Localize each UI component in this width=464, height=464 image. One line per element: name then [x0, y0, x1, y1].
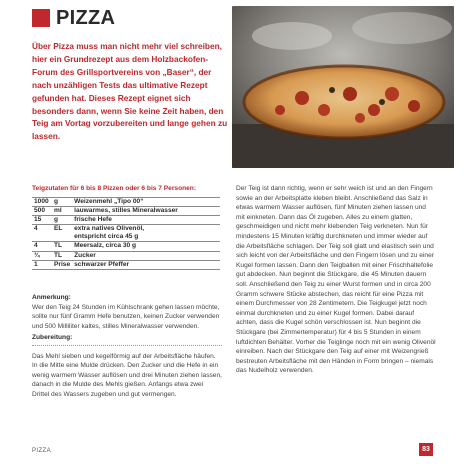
title-marker — [32, 9, 50, 27]
ingredient-amount: 4 — [32, 225, 52, 242]
title-row — [32, 8, 115, 28]
ingredient-description-line: extra natives Olivenöl, — [74, 225, 145, 233]
ingredient-description — [72, 225, 220, 242]
ingredient-amount: 1000 — [32, 198, 52, 207]
ingredient-row — [32, 225, 220, 242]
ingredient-description: Weizenmehl „Tipo 00“ — [72, 198, 220, 207]
ingredient-amount: 15 — [32, 216, 52, 225]
ingredient-description: Meersalz, circa 30 g — [72, 242, 220, 251]
pizza-photo-image — [232, 6, 454, 168]
ingredient-row — [32, 242, 220, 251]
ingredient-description: frische Hefe — [72, 216, 220, 225]
ingredient-unit: g — [52, 198, 72, 207]
ingredient-unit: EL — [52, 225, 72, 242]
ingredient-row — [32, 260, 220, 269]
dotted-divider — [32, 345, 222, 346]
ingredient-unit: Prise — [54, 260, 71, 268]
ingredient-description-line: entspricht circa 45 g — [74, 233, 139, 241]
intro-text: Über Pizza muss man nicht mehr viel schreiben, hier ein Grundrezept aus dem Holzbackofen-Forum des Grillsportvereins von „Baser“, der nach unzähligen Tests das ultimative Rezept gefunden hat. Dieses Rezept eignet sich besonders dann, wenn Sie keine Zeit haben, den Teig am Vortag vorzubereiten und lange gehen zu lassen. — [32, 41, 228, 142]
ingredient-unit: ml — [52, 207, 72, 216]
note-text: Wer den Teig 24 Stunden im Kühlschrank gehen lassen möchte, sollte nur fünf Gramm Hefe benutzen, keinen Zucker verwenden und 500 Milliliter kaltes, stilles Mineralwasser verwenden. — [32, 304, 220, 330]
page-title: PIZZA — [56, 7, 116, 29]
ingredient-row — [32, 251, 220, 260]
ingredient-unit: g — [52, 216, 72, 225]
ingredient-row — [32, 216, 220, 225]
ingredient-amount: 4 — [32, 242, 52, 251]
page-number: 83 — [419, 443, 433, 456]
ingredient-amount: 1 — [32, 260, 52, 269]
ingredient-row — [32, 207, 220, 216]
preparation-text: Das Mehl sieben und kegelförmig auf der Arbeitsfläche häufen. In die Mitte eine Mulde drücken. Den Zucker und die Hefe in ein wenig warmem Wasser auflösen und drei Minuten ziehen lassen, danach in die Mulde des Mehls gießen. Anfangs etwa zwei Drittel des Wassers zugeben und gut vermengen. — [32, 353, 222, 398]
preparation-continued-text: Der Teig ist dann richtig, wenn er sehr weich ist und an den Fingern sowie an der Arbeitsplatte kleben bleibt. Anschließend das Salz in etwas warmem Wasser auflösen, fünf Minuten ziehen lassen und mit einkneten. Dann das Öl zugeben. Alles zu einem glatten, geschmeidigen und nicht mehr klebenden Teig verkneten. Nun für mindestens 15 Minuten kräftig durchkneten und immer wieder auf die Arbeitsfläche schlagen. Der Teig soll glatt und elastisch sein und sich leicht von der Arbeitsfläche und den Fingern lösen und zu einer Kugel formen lassen. Dann den Teigballen mit einer Frischhaltefolie gut abdecken. Nun beginnt die Stückgare, die 45 Minuten dauern soll. Anschließend den Teig zu einer Wurst formen und in circa 200 Gramm schwere Stücke abstechen, das reicht für eine Pizza mit einem Durchmesser von 28 Zentimetern. Die Teigkugel jetzt noch einmal durchkneten und zu einer Kugel formen. Dabei darauf achten, dass die Kugel schön verschlossen ist. Nun beginnt die Stückgare (bei Zimmertemperatur) für 4 bis 5 Stunden in einem luftdichten Behälter. Vorher die Teiglinge noch mit ein wenig Olivenöl einreiben. Nach der Stückgare den Teig auf einer mit Weizengrieß bestreuten Arbeitsfläche mit den Händen in Form bringen – niemals das Nudelholz verwenden. — [236, 185, 436, 375]
pizza-photo — [232, 6, 454, 168]
ingredient-description: lauwarmes, stilles Mineralwasser — [72, 207, 220, 216]
ingredient-unit: TL — [52, 242, 72, 251]
ingredient-amount: 500 — [32, 207, 52, 216]
footer-section-label: PIZZA — [32, 448, 52, 454]
ingredient-amount: ¾ — [32, 251, 52, 260]
preparation-label: Zubereitung: — [32, 334, 73, 341]
ingredients-table — [32, 197, 220, 270]
ingredients-heading: Teigzutaten für 6 bis 8 Pizzen oder 6 bis 7 Personen: — [32, 185, 197, 192]
note-label: Anmerkung: — [32, 294, 71, 301]
ingredient-unit: TL — [52, 251, 72, 260]
ingredient-description: Zucker — [72, 251, 220, 260]
ingredient-row — [32, 198, 220, 207]
ingredient-description: schwarzer Pfeffer — [72, 260, 220, 269]
